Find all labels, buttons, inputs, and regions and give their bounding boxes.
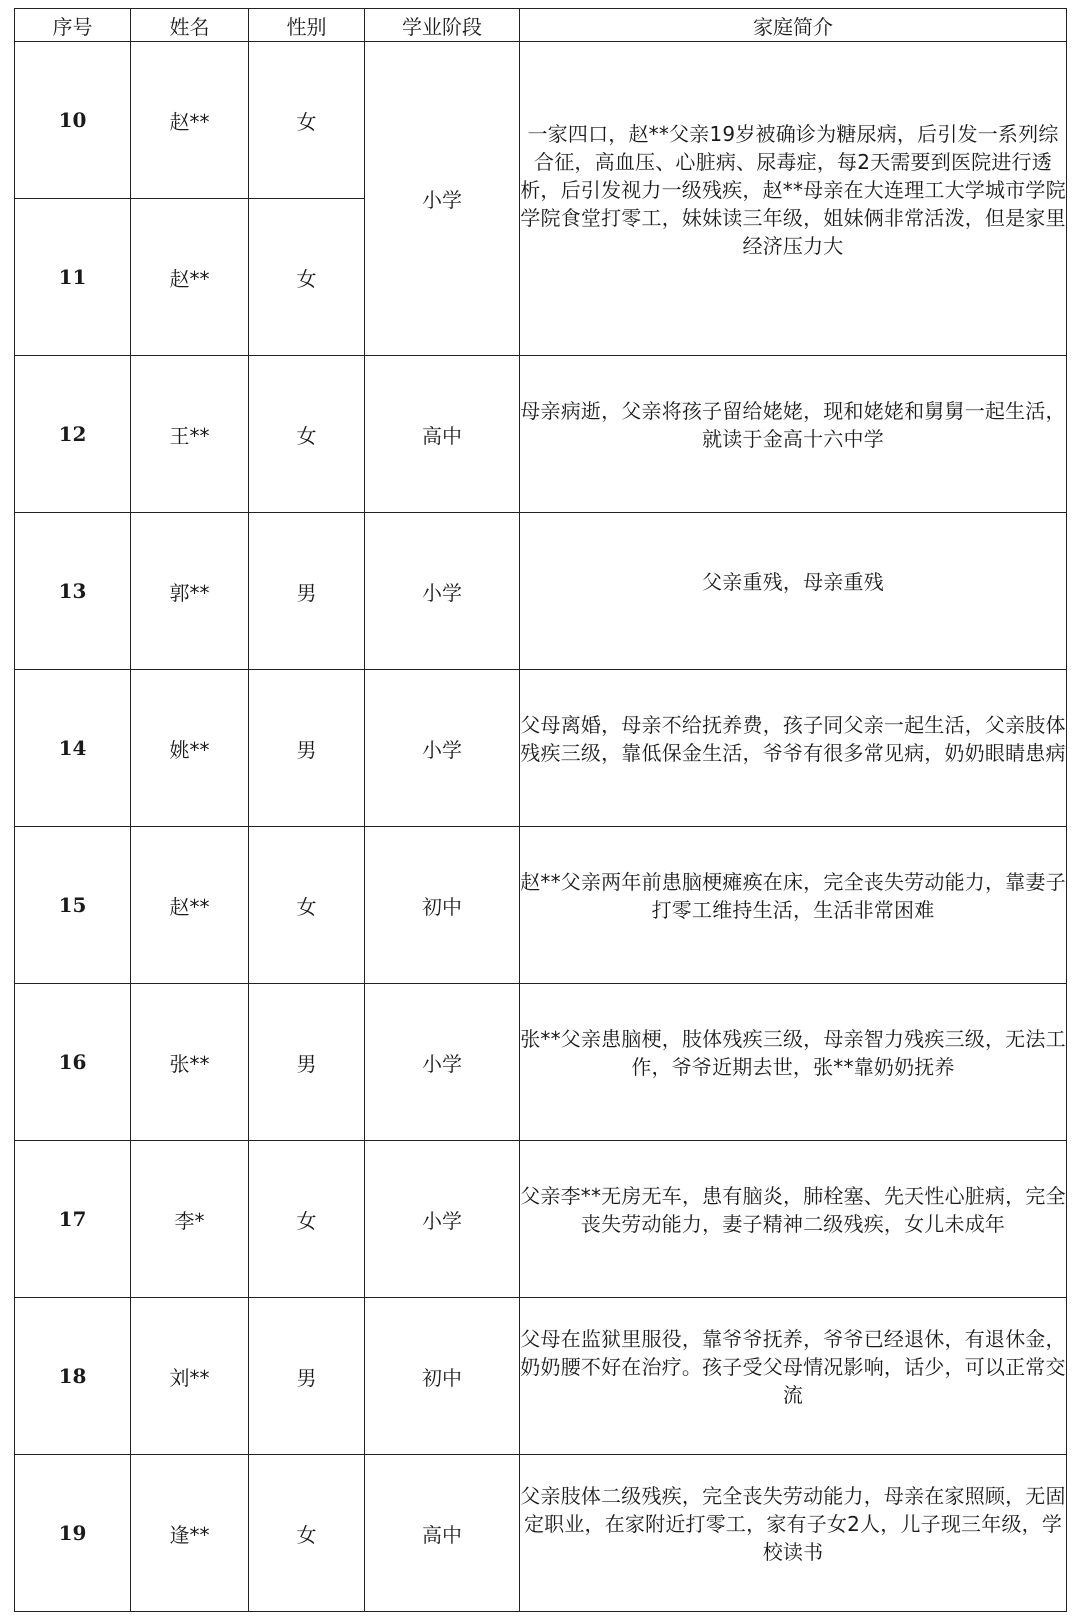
table-row <box>15 1455 1067 1612</box>
table-row <box>15 984 1067 1141</box>
row-intro-text: 父亲肢体二级残疾，完全丧失劳动能力，母亲在家照顾，无固定职业，在家附近打零工，家有子女2人，儿子现三年级，学校读书 <box>520 1484 1066 1564</box>
row-gender: 女 <box>249 199 365 356</box>
row-stage: 小学 <box>365 670 520 827</box>
student-table <box>14 8 1067 1612</box>
row-name: 逢** <box>131 1455 249 1612</box>
row-name: 王** <box>131 356 249 513</box>
row-index: 13 <box>15 513 131 670</box>
row-stage: 初中 <box>365 1298 520 1455</box>
row-stage: 小学 <box>365 513 520 670</box>
row-index: 18 <box>15 1298 131 1455</box>
row-intro-text: 母亲病逝，父亲将孩子留给姥姥，现和姥姥和舅舅一起生活，就读于金高十六中学 <box>520 399 1066 451</box>
row-intro <box>520 356 1067 513</box>
row-stage: 初中 <box>365 827 520 984</box>
row-index: 12 <box>15 356 131 513</box>
row-intro-text: 父亲重残，母亲重残 <box>702 570 884 594</box>
table-row <box>15 1141 1067 1298</box>
row-index: 10 <box>15 42 131 199</box>
table-row <box>15 356 1067 513</box>
header-name: 姓名 <box>131 9 249 42</box>
table-row <box>15 670 1067 827</box>
table-row <box>15 1298 1067 1455</box>
row-intro-text: 一家四口，赵**父亲19岁被确诊为糖尿病，后引发一系列综合征，高血压、心脏病、尿毒症，每2天需要到医院进行透析，后引发视力一级残疾，赵**母亲在大连理工大学城市学院学院食堂打零工，妹妹读三年级，姐妹俩非常活泼，但是家里经济压力大 <box>520 121 1066 258</box>
row-stage: 高中 <box>365 1455 520 1612</box>
row-gender: 女 <box>249 827 365 984</box>
row-intro <box>520 1298 1067 1455</box>
header-row <box>15 9 1067 42</box>
row-intro-text: 父母离婚，母亲不给抚养费，孩子同父亲一起生活，父亲肢体残疾三级，靠低保金生活，爷爷有很多常见病，奶奶眼睛患病 <box>520 713 1066 765</box>
row-index: 17 <box>15 1141 131 1298</box>
row-index: 14 <box>15 670 131 827</box>
header-index: 序号 <box>15 9 131 42</box>
row-intro <box>520 827 1067 984</box>
row-name: 张** <box>131 984 249 1141</box>
row-intro <box>520 1455 1067 1612</box>
row-index: 16 <box>15 984 131 1141</box>
row-index: 15 <box>15 827 131 984</box>
row-name: 郭** <box>131 513 249 670</box>
row-intro <box>520 1141 1067 1298</box>
student-table-sheet <box>14 8 1066 1612</box>
row-stage: 小学 <box>365 1141 520 1298</box>
header-stage: 学业阶段 <box>365 9 520 42</box>
row-gender: 男 <box>249 513 365 670</box>
row-intro <box>520 42 1067 356</box>
table-row <box>15 42 1067 199</box>
row-index: 19 <box>15 1455 131 1612</box>
row-stage: 高中 <box>365 356 520 513</box>
row-gender: 女 <box>249 42 365 199</box>
row-intro <box>520 984 1067 1141</box>
row-gender: 女 <box>249 1141 365 1298</box>
row-name: 赵** <box>131 42 249 199</box>
row-name: 赵** <box>131 199 249 356</box>
row-intro <box>520 513 1067 670</box>
row-intro-text: 张**父亲患脑梗，肢体残疾三级，母亲智力残疾三级，无法工作，爷爷近期去世，张**靠奶奶抚养 <box>520 1027 1066 1079</box>
row-name: 李* <box>131 1141 249 1298</box>
row-intro-text: 父母在监狱里服役，靠爷爷抚养，爷爷已经退休，有退休金，奶奶腰不好在治疗。孩子受父母情况影响，话少，可以正常交流 <box>520 1327 1066 1407</box>
row-stage: 小学 <box>365 984 520 1141</box>
row-gender: 女 <box>249 1455 365 1612</box>
row-gender: 女 <box>249 356 365 513</box>
row-gender: 男 <box>249 670 365 827</box>
row-index: 11 <box>15 199 131 356</box>
row-name: 赵** <box>131 827 249 984</box>
header-gender: 性别 <box>249 9 365 42</box>
row-stage: 小学 <box>365 42 520 356</box>
header-intro: 家庭简介 <box>520 9 1067 42</box>
row-gender: 男 <box>249 984 365 1141</box>
table-row <box>15 513 1067 670</box>
row-name: 刘** <box>131 1298 249 1455</box>
row-intro-text: 赵**父亲两年前患脑梗瘫痪在床，完全丧失劳动能力，靠妻子打零工维持生活，生活非常困难 <box>520 870 1066 922</box>
row-name: 姚** <box>131 670 249 827</box>
table-row <box>15 827 1067 984</box>
row-intro-text: 父亲李**无房无车，患有脑炎，肺栓塞、先天性心脏病，完全丧失劳动能力，妻子精神二级残疾，女儿未成年 <box>520 1184 1066 1236</box>
row-gender: 男 <box>249 1298 365 1455</box>
row-intro <box>520 670 1067 827</box>
